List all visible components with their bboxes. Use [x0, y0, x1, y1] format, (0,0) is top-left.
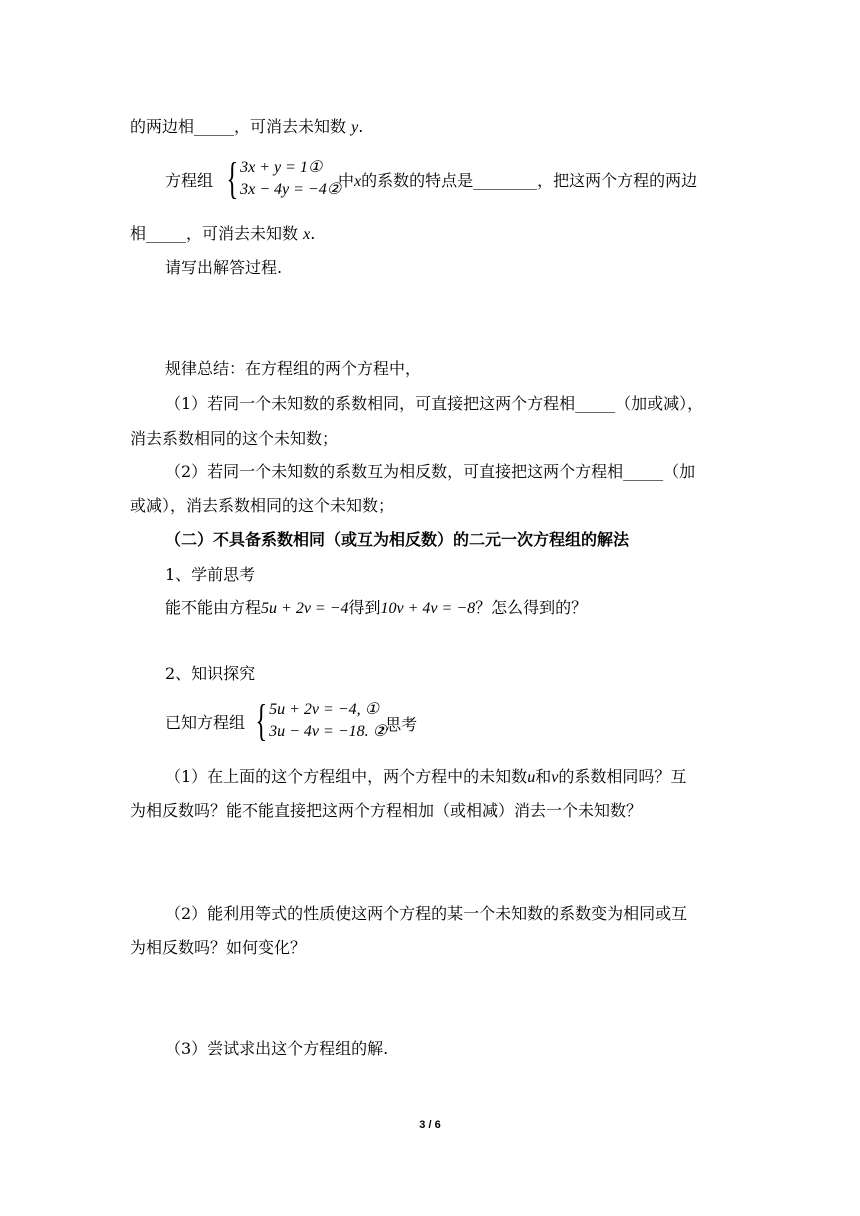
- equation-1: 3x + y = 1①: [240, 159, 323, 176]
- text-line-14-prefix: 已知方程组: [165, 713, 246, 732]
- equation-inline-1: 5u + 2v = −4: [261, 600, 349, 617]
- text-line-16: 为相反数吗？能不能直接把这两个方程相加（或相减）消去一个未知数？: [130, 801, 643, 820]
- text-line-19: （3）尝试求出这个方程组的解.: [165, 1039, 389, 1058]
- text-line-12: 能不能由方程5u + 2v = −4得到10v + 4v = −8？怎么得到的？: [165, 598, 588, 617]
- text-line-1: 的两边相_____，可消去未知数 y.: [130, 117, 364, 136]
- text-line-2-prefix: 方程组: [165, 171, 214, 190]
- page-number: 3 / 6: [419, 1119, 441, 1131]
- text-line-9: 或减），消去系数相同的这个未知数；: [130, 496, 395, 515]
- text-line-8: （2）若同一个未知数的系数互为相反数，可直接把这两个方程相_____（加: [165, 462, 696, 481]
- text-line-15: （1）在上面的这个方程组中，两个方程中的未知数u和v的系数相同吗？互: [165, 767, 687, 786]
- brace-symbol: {: [255, 696, 268, 745]
- text-line-7: 消去系数相同的这个未知数；: [130, 429, 339, 448]
- text-line-2-suffix: 中x的系数的特点是________，把这两个方程的两边: [338, 171, 698, 190]
- equation-1: 5u + 2v = −4, ①: [269, 701, 379, 718]
- equation-system-2: [246, 696, 387, 745]
- brace-symbol: {: [226, 154, 239, 203]
- text-line-5: 规律总结：在方程组的两个方程中，: [165, 359, 422, 378]
- equation-2: 3u − 4v = −18. ②: [269, 723, 387, 740]
- text-line-11: 1、学前思考: [165, 565, 256, 584]
- equation-inline-2: 10v + 4v = −8: [380, 600, 476, 617]
- text-line-13: 2、知识探究: [165, 664, 256, 683]
- text-line-4: 请写出解答过程.: [165, 258, 283, 277]
- text-line-6: （1）若同一个未知数的系数相同，可直接把这两个方程相_____（加或减），: [165, 394, 704, 413]
- text-line-3: 相_____，可消去未知数 x.: [130, 224, 316, 243]
- text-line-18: 为相反数吗？如何变化？: [130, 938, 307, 957]
- section-heading: （二）不具备系数相同（或互为相反数）的二元一次方程组的解法: [165, 530, 630, 549]
- equation-system-1: [217, 154, 342, 203]
- text-line-14-suffix: .思考: [380, 715, 418, 734]
- text-line-17: （2）能利用等式的性质使这两个方程的某一个未知数的系数变为相同或互: [165, 904, 688, 923]
- equation-2: 3x − 4y = −4②: [240, 181, 342, 198]
